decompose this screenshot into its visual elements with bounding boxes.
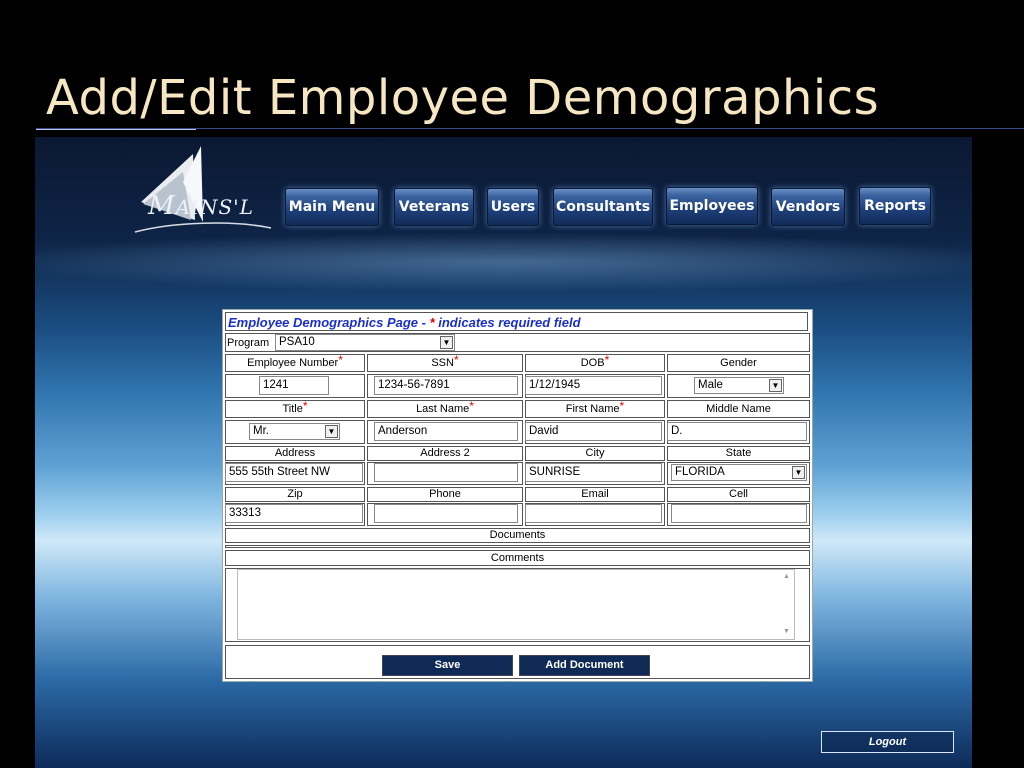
scroll-down-icon[interactable]: ▼: [783, 628, 790, 635]
label-email: Email: [525, 487, 665, 502]
mainsl-logo: [83, 142, 273, 237]
label-city: City: [525, 446, 665, 461]
scroll-up-icon[interactable]: ▲: [783, 573, 790, 580]
program-label: Program: [227, 337, 270, 349]
address-input[interactable]: 555 55th Street NW: [225, 463, 363, 482]
form-header: Employee Demographics Page - * indicates required field: [225, 312, 808, 331]
gender-select[interactable]: Male ▼: [694, 377, 784, 394]
label-last-name: Last Name*: [367, 400, 523, 418]
nav-main-menu[interactable]: Main Menu: [285, 188, 379, 226]
last-name-input[interactable]: Anderson: [374, 422, 518, 441]
label-zip: Zip: [225, 487, 365, 502]
label-middle-name: Middle Name: [667, 400, 810, 418]
label-ssn: SSN*: [367, 354, 523, 372]
middle-name-input[interactable]: D.: [667, 422, 807, 441]
nav-reports[interactable]: Reports: [859, 187, 931, 225]
add-document-button[interactable]: Add Document: [519, 655, 650, 676]
state-select[interactable]: FLORIDA ▼: [671, 464, 807, 481]
nav-users[interactable]: Users: [487, 188, 539, 226]
comments-textarea[interactable]: [237, 569, 795, 640]
title-select[interactable]: Mr. ▼: [249, 423, 340, 440]
logo-wordmark: MAINS'L: [148, 191, 254, 221]
slide-title: Add/Edit Employee Demographics: [46, 70, 880, 126]
first-name-input[interactable]: David: [525, 422, 662, 441]
label-address2: Address 2: [367, 446, 523, 461]
save-button[interactable]: Save: [382, 655, 513, 676]
app-window: [35, 137, 972, 768]
documents-divider: [225, 545, 810, 548]
phone-input[interactable]: [374, 504, 518, 523]
label-dob: DOB*: [525, 354, 665, 372]
comments-section-label: Comments: [225, 550, 810, 566]
label-first-name: First Name*: [525, 400, 665, 418]
chevron-down-icon: ▼: [792, 466, 805, 479]
nav-vendors[interactable]: Vendors: [771, 188, 845, 226]
nav-veterans[interactable]: Veterans: [394, 188, 474, 226]
nav-consultants[interactable]: Consultants: [553, 188, 653, 226]
label-address: Address: [225, 446, 365, 461]
title-divider: [36, 128, 1024, 129]
dob-input[interactable]: 1/12/1945: [525, 376, 662, 395]
label-phone: Phone: [367, 487, 523, 502]
program-select[interactable]: PSA10 ▼: [275, 334, 455, 351]
label-cell: Cell: [667, 487, 810, 502]
background-glow: [35, 232, 972, 292]
city-input[interactable]: SUNRISE: [525, 463, 662, 482]
address2-input[interactable]: [374, 463, 518, 482]
employee-demographics-form: [222, 309, 813, 682]
zip-input[interactable]: 33313: [225, 504, 363, 523]
chevron-down-icon: ▼: [440, 336, 453, 349]
email-input[interactable]: [525, 504, 662, 523]
ssn-input[interactable]: 1234-56-7891: [374, 376, 518, 395]
label-state: State: [667, 446, 810, 461]
logout-button[interactable]: Logout: [821, 731, 954, 753]
cell-input[interactable]: [671, 504, 807, 523]
chevron-down-icon: ▼: [769, 379, 782, 392]
chevron-down-icon: ▼: [325, 425, 338, 438]
documents-section-label: Documents: [225, 528, 810, 543]
label-employee-number: Employee Number*: [225, 354, 365, 372]
employee-number-input[interactable]: 1241: [259, 376, 329, 395]
actions-row: [225, 645, 810, 679]
label-title: Title*: [225, 400, 365, 418]
nav-employees[interactable]: Employees: [666, 187, 758, 225]
label-gender: Gender: [667, 354, 810, 372]
